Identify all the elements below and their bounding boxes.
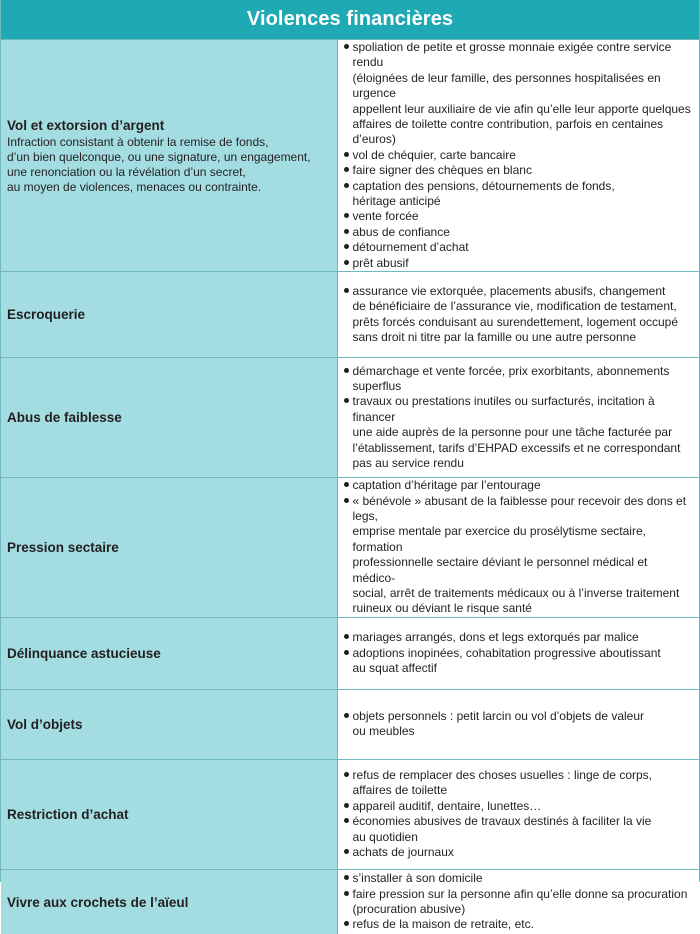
examples-list <box>344 768 694 860</box>
category-title: Vivre aux crochets de l’aïeul <box>7 894 189 910</box>
category-title: Restriction d’achat <box>7 806 129 822</box>
table-row <box>1 272 699 358</box>
examples-cell <box>337 40 699 272</box>
bullet-icon <box>344 288 349 293</box>
list-item <box>344 814 694 845</box>
category-title: Abus de faiblesse <box>7 410 122 426</box>
category-cell <box>1 689 337 759</box>
category-cell <box>1 40 337 272</box>
list-item <box>344 394 694 471</box>
table-row <box>1 869 699 934</box>
list-item-text: économies abusives de travaux destinés à faciliter la vie au quotidien <box>352 814 652 844</box>
violence-grid <box>1 40 699 934</box>
list-item-text: faire signer des chèques en blanc <box>352 163 532 178</box>
bullet-icon <box>344 818 349 823</box>
bullet-icon <box>344 183 349 188</box>
bullet-icon <box>344 368 349 373</box>
category-cell <box>1 358 337 478</box>
examples-cell <box>337 689 699 759</box>
bullet-icon <box>344 498 349 503</box>
table-row <box>1 358 699 478</box>
examples-cell <box>337 759 699 869</box>
category-cell <box>1 617 337 689</box>
list-item <box>344 646 694 677</box>
list-item-text: vol de chéquier, carte bancaire <box>352 147 516 162</box>
list-item-text: vente forcée <box>352 209 419 224</box>
list-item <box>344 256 694 271</box>
category-description: Infraction consistant à obtenir la remise de fonds, d’un bien quelconque, ou une signature, un engagement, une renonciation ou la révélation d’un secret, au moyen de violences, menaces ou contrainte. <box>7 134 311 194</box>
table-row <box>1 617 699 689</box>
table-row <box>1 478 699 618</box>
list-item <box>344 887 694 918</box>
bullet-icon <box>344 803 349 808</box>
bullet-icon <box>344 44 349 49</box>
bullet-icon <box>344 772 349 777</box>
examples-list <box>344 364 694 472</box>
bullet-icon <box>344 260 349 265</box>
list-item <box>344 179 694 210</box>
examples-cell <box>337 478 699 618</box>
examples-list <box>344 630 694 676</box>
list-item <box>344 845 694 860</box>
bullet-icon <box>344 482 349 487</box>
list-item <box>344 40 694 148</box>
list-item <box>344 209 694 224</box>
examples-list <box>344 40 694 271</box>
list-item-text: achats de journaux <box>352 845 454 860</box>
category-title: Pression sectaire <box>7 539 119 555</box>
table-title: Violences financières <box>1 0 699 40</box>
list-item <box>344 163 694 178</box>
bullet-icon <box>344 891 349 896</box>
category-cell <box>1 272 337 358</box>
category-cell <box>1 869 337 934</box>
list-item <box>344 148 694 163</box>
category-title: Vol d’objets <box>7 716 83 732</box>
list-item <box>344 478 694 493</box>
list-item-text: captation des pensions, détournements de fonds, héritage anticipé <box>352 178 615 209</box>
examples-list <box>344 478 694 617</box>
table-row <box>1 689 699 759</box>
list-item-text: s’installer à son domicile <box>352 871 483 886</box>
list-item-text: mariages arrangés, dons et legs extorqués par malice <box>352 630 639 645</box>
category-title: Escroquerie <box>7 307 86 323</box>
list-item <box>344 364 694 395</box>
list-item <box>344 225 694 240</box>
bullet-icon <box>344 152 349 157</box>
list-item <box>344 494 694 617</box>
bullet-icon <box>344 167 349 172</box>
list-item-text: appareil auditif, dentaire, lunettes… <box>352 798 542 813</box>
grid-body <box>1 40 699 934</box>
list-item-text: travaux ou prestations inutiles ou surfacturés, incitation à financer une aide auprès de la personne pour une tâche facturée par l’établissement, tarifs d’EHPAD excessifs et ne correspondant pas au service rendu <box>352 394 681 471</box>
list-item <box>344 240 694 255</box>
list-item-text: assurance vie extorquée, placements abusifs, changement de bénéficiaire de l’assurance vie, modification de testament, prêts forcés conduisant au surendettement, logement occupé sans droit ni titre par la famille ou une autre personne <box>352 283 679 344</box>
table-row <box>1 759 699 869</box>
examples-list <box>344 871 694 933</box>
examples-cell <box>337 272 699 358</box>
bullet-icon <box>344 229 349 234</box>
examples-cell <box>337 358 699 478</box>
list-item-text: faire pression sur la personne afin qu’elle donne sa procuration (procuration abusive) <box>352 886 688 916</box>
bullet-icon <box>344 650 349 655</box>
bullet-icon <box>344 244 349 249</box>
list-item-text: « bénévole » abusant de la faiblesse pour recevoir des dons et legs, emprise mentale par exercice du prosélytisme sectaire, formation professionnelle sectaire déviant le personnel médical et médico- social, arrêt de traitements médicaux ou à l’inverse traitement ruineux ou déviant le risque santé <box>352 493 687 616</box>
list-item <box>344 768 694 799</box>
list-item-text: objets personnels : petit larcin ou vol d’objets de valeur ou meubles <box>352 708 645 739</box>
list-item <box>344 630 694 645</box>
list-item-text: abus de confiance <box>352 224 450 239</box>
list-item <box>344 709 694 740</box>
bullet-icon <box>344 875 349 880</box>
table-row <box>1 40 699 272</box>
bullet-icon <box>344 634 349 639</box>
examples-list <box>344 709 694 740</box>
list-item <box>344 284 694 346</box>
category-cell <box>1 759 337 869</box>
examples-list <box>344 284 694 346</box>
list-item-text: refus de la maison de retraite, etc. <box>352 917 534 932</box>
bullet-icon <box>344 921 349 926</box>
list-item-text: adoptions inopinées, cohabitation progressive aboutissant au squat affectif <box>352 645 661 675</box>
list-item-text: spoliation de petite et grosse monnaie exigée contre service rendu (éloignées de leur famille, des personnes hospitalisées en urgence appellent leur auxiliaire de vie afin qu’elle leur apporte quelques affaires de toilette contre contribution, parfois en centaines d’euros) <box>352 40 691 147</box>
list-item-text: captation d’héritage par l’entourage <box>352 478 541 493</box>
bullet-icon <box>344 398 349 403</box>
list-item <box>344 799 694 814</box>
bullet-icon <box>344 213 349 218</box>
list-item-text: refus de remplacer des choses usuelles : linge de corps, affaires de toilette <box>352 768 652 798</box>
category-title: Délinquance astucieuse <box>7 645 161 661</box>
category-cell <box>1 478 337 618</box>
examples-cell <box>337 869 699 934</box>
list-item-text: prêt abusif <box>352 255 409 270</box>
list-item <box>344 917 694 932</box>
list-item-text: démarchage et vente forcée, prix exorbitants, abonnements superflus <box>352 363 670 394</box>
bullet-icon <box>344 713 349 718</box>
list-item <box>344 871 694 886</box>
bullet-icon <box>344 849 349 854</box>
list-item-text: détournement d’achat <box>352 240 469 255</box>
examples-cell <box>337 617 699 689</box>
category-title: Vol et extorsion d’argent <box>7 117 165 133</box>
